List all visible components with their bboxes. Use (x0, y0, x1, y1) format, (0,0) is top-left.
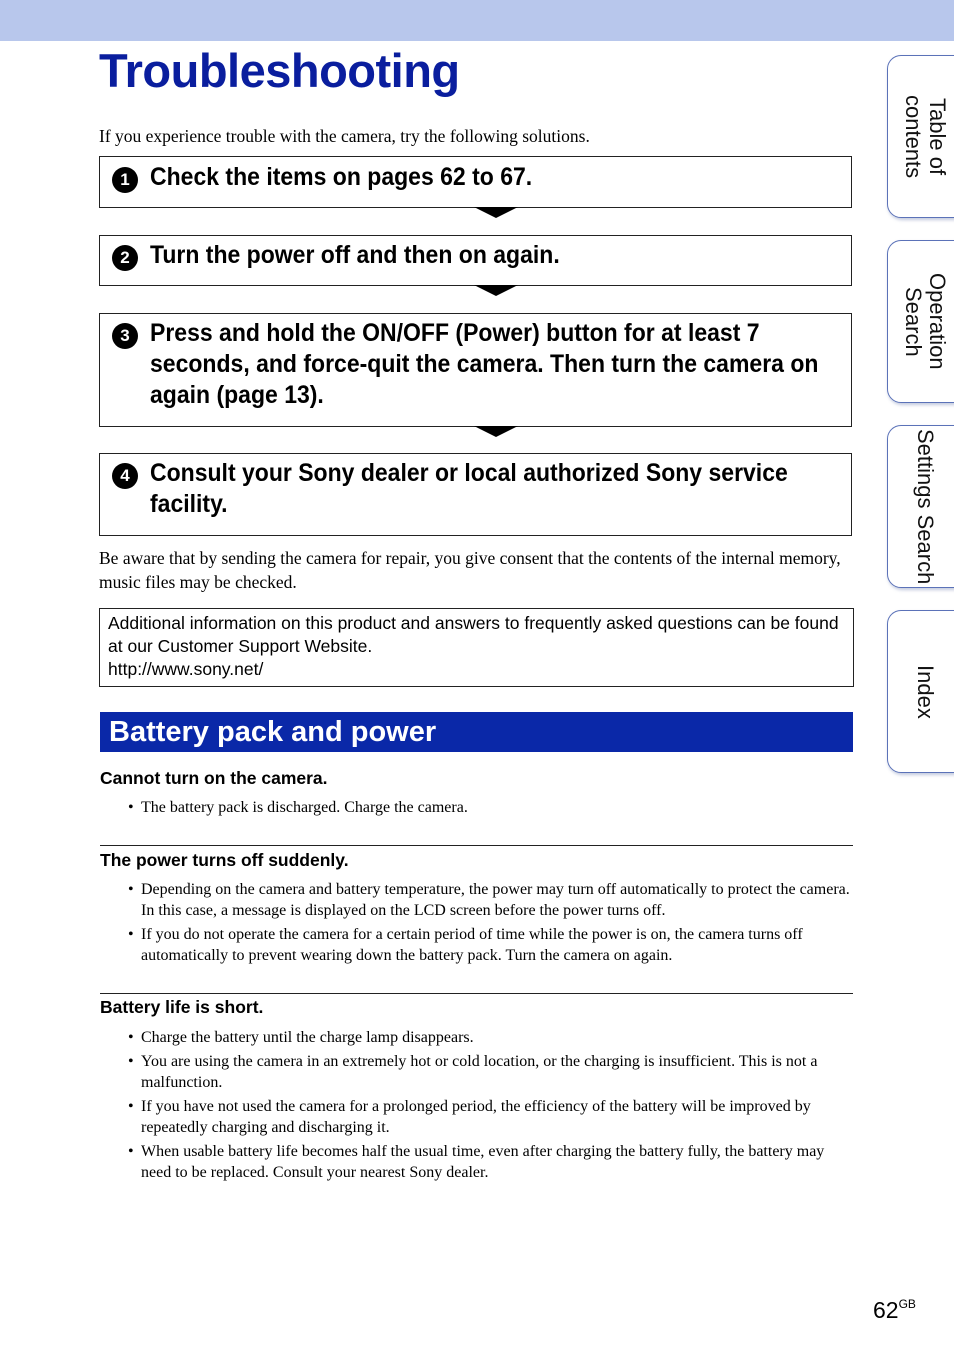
step-box-1 (99, 156, 852, 208)
solution-list (128, 879, 852, 969)
tab-index[interactable] (887, 610, 954, 773)
list-item: • Charge the battery until the charge lamp disappears. (128, 1027, 852, 1048)
step-text-3: Press and hold the ON/OFF (Power) button for at least 7 seconds, and force-quit the camera. Then turn the camera on again (page 13). (150, 319, 819, 409)
page-number-value: 62 (873, 1297, 899, 1323)
divider (100, 993, 853, 994)
tab-label: Settings Search (913, 428, 938, 585)
down-arrow-icon (474, 207, 518, 218)
step-number-3: 3 (112, 323, 138, 349)
solution-list (128, 797, 852, 821)
list-item: • If you do not operate the camera for a certain period of time while the power is on, the camera turns off automatically to prevent wearing down the battery pack. Turn the camera on again. (128, 924, 852, 966)
tab-settings-search[interactable] (887, 425, 954, 588)
list-item: • When usable battery life becomes half the usual time, even after charging the battery fully, the battery may need to be replaced. Consult your nearest Sony dealer. (128, 1141, 852, 1183)
list-item: • Depending on the camera and battery temperature, the power may turn off automatically to protect the camera. In this case, a message is displayed on the LCD screen before the power turns off. (128, 879, 852, 921)
repair-note: Be aware that by sending the camera for repair, you give consent that the contents of the internal memory, music files may be checked. (99, 548, 841, 592)
step-box-3 (99, 313, 852, 427)
step-number-4: 4 (112, 463, 138, 489)
list-item: • If you have not used the camera for a prolonged period, the efficiency of the battery will be improved by repeatedly charging and discharging it. (128, 1096, 852, 1138)
tab-label: Index (913, 664, 938, 719)
step-text-4: Consult your Sony dealer or local authorized Sony service facility. (150, 459, 788, 518)
step-box-2 (99, 235, 852, 286)
down-arrow-icon (474, 285, 518, 296)
problem-title: The power turns off suddenly. (100, 850, 349, 870)
divider (100, 845, 853, 846)
header-band (0, 0, 954, 41)
problem-title: Cannot turn on the camera. (100, 768, 328, 788)
tab-table-of-contents[interactable] (887, 55, 954, 218)
section-heading: Battery pack and power (100, 712, 853, 752)
down-arrow-icon (474, 426, 518, 437)
tab-label: Operation Search (901, 273, 950, 370)
step-text-1: Check the items on pages 62 to 67. (150, 163, 533, 191)
step-number-2: 2 (112, 245, 138, 271)
solution-list (128, 1027, 852, 1186)
step-text-2: Turn the power off and then on again. (150, 241, 560, 269)
page-number (873, 1289, 916, 1325)
tab-operation-search[interactable] (887, 240, 954, 403)
step-number-1: 1 (112, 167, 138, 193)
problem-title: Battery life is short. (100, 997, 264, 1017)
info-box (99, 608, 854, 687)
support-url-link[interactable]: http://www.sony.net/ (108, 659, 264, 679)
info-text: Additional information on this product and answers to frequently asked questions can be found at our Customer Support Website. (108, 613, 839, 656)
page-number-suffix: GB (898, 1297, 916, 1311)
list-item: • You are using the camera in an extremely hot or cold location, or the charging is insufficient. This is not a malfunction. (128, 1051, 852, 1093)
step-box-4 (99, 453, 852, 536)
intro-text: If you experience trouble with the camera, try the following solutions. (99, 126, 590, 146)
page-title: Troubleshooting (99, 44, 460, 97)
list-item: • The battery pack is discharged. Charge the camera. (128, 797, 852, 818)
tab-label: Table of contents (901, 94, 950, 179)
